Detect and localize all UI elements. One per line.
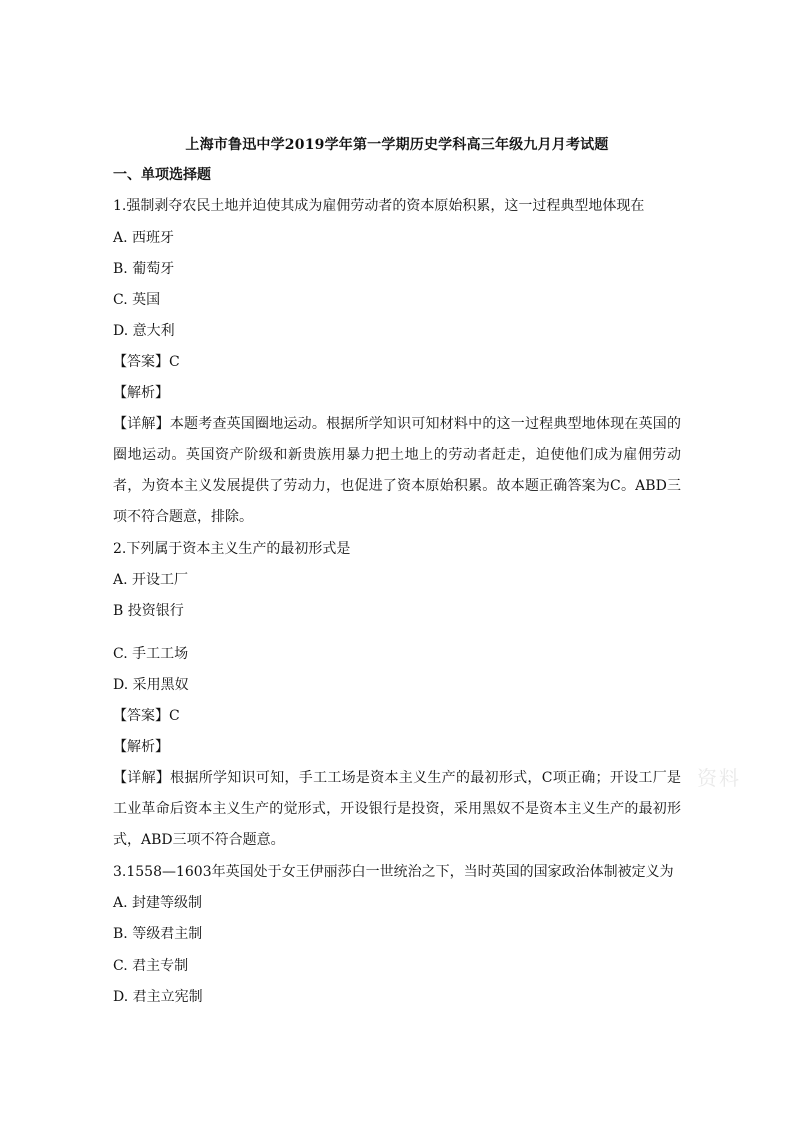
q1-detail-text: 本题考查英国圈地运动。根据所学知识可知材料中的这一过程典型地体现在英国的圈地运动。英国资产阶级和新贵族用暴力把土地上的劳动者赶走，迫使他们成为雇佣劳动者，为资本主义发展提供了劳动力，也促进了资本原始积累。故本题正确答案为C。ABD三项不符合题意，排除。: [113, 416, 682, 525]
q1-analysis-tag: 【解析】: [113, 385, 169, 401]
q1-detail: [113, 409, 681, 533]
detail-tag: 【详解】: [113, 770, 171, 786]
q2-stem: 2.下列属于资本主义生产的最初形式是: [113, 541, 351, 557]
q2-detail-text: 根据所学知识可知，手工工场是资本主义生产的最初形式，C项正确；开设工厂是工业革命后资本主义生产的觉形式，开设银行是投资，采用黑奴不是资本主义生产的最初形式，ABD三项不符合题意。: [113, 770, 682, 848]
watermark-text: 资料: [697, 766, 741, 790]
q3-option-d: D. 君主立宪制: [113, 989, 203, 1005]
q2-option-a: A. 开设工厂: [113, 572, 189, 588]
section-heading: 一、单项选择题: [113, 167, 211, 183]
answer-tag: 【答案】: [113, 354, 169, 370]
answer-tag: 【答案】: [113, 708, 169, 724]
q1-option-c: C. 英国: [113, 292, 161, 308]
q1-option-b: B. 葡萄牙: [113, 261, 175, 277]
document-title: 上海市鲁迅中学2019学年第一学期历史学科高三年级九月月考试题: [185, 137, 609, 153]
q2-option-c: C. 手工工场: [113, 646, 189, 662]
detail-tag: 【详解】: [113, 416, 170, 432]
q2-answer: [113, 707, 693, 725]
q2-option-b: B 投资银行: [113, 603, 184, 619]
q3-option-b: B. 等级君主制: [113, 926, 203, 942]
q1-answer-value: C: [169, 354, 180, 370]
q2-option-d: D. 采用黑奴: [113, 677, 189, 693]
q3-stem: 3.1558—1603年英国处于女王伊丽莎白一世统治之下，当时英国的国家政治体制被定义为: [113, 864, 674, 880]
q3-option-c: C. 君主专制: [113, 958, 189, 974]
q2-analysis-tag: 【解析】: [113, 739, 169, 755]
q1-stem: 1.强制剥夺农民土地并迫使其成为雇佣劳动者的资本原始积累，这一过程典型地体现在: [113, 198, 645, 214]
q1-option-a: A. 西班牙: [113, 230, 175, 246]
q2-answer-value: C: [169, 708, 180, 724]
q2-detail: [113, 763, 681, 856]
q1-option-d: D. 意大利: [113, 323, 175, 339]
q3-option-a: A. 封建等级制: [113, 895, 203, 911]
q1-answer: [113, 353, 693, 371]
